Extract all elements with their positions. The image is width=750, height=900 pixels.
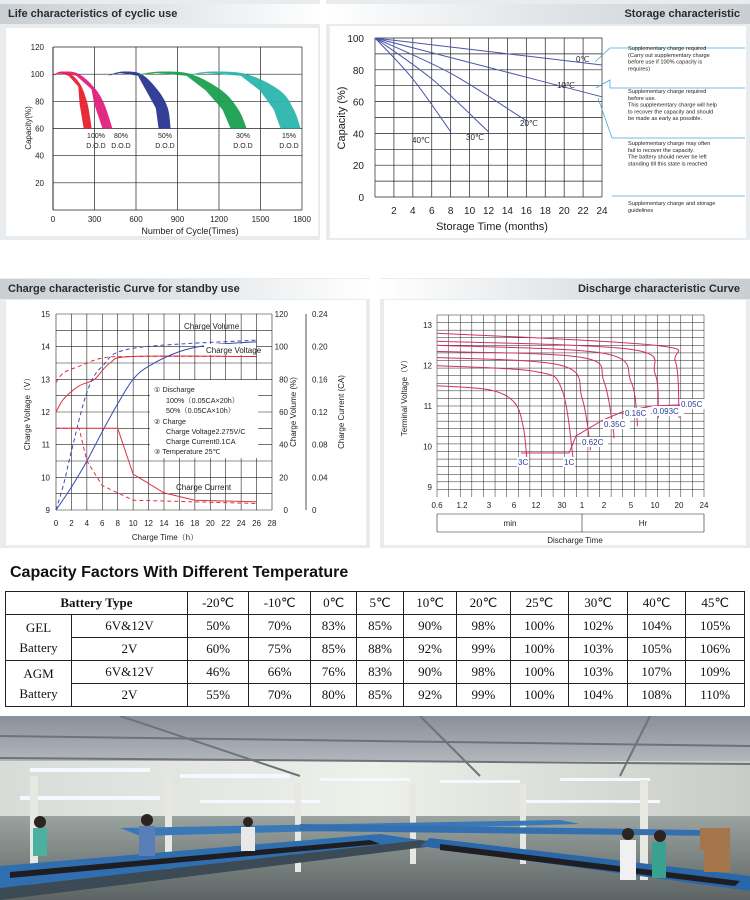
x-tick-label: 12 xyxy=(531,501,541,510)
dod-label-text: D.O.D xyxy=(111,143,131,150)
x-tick-label: 6 xyxy=(511,501,517,510)
y-tick-mid: 40 xyxy=(279,440,288,450)
discharge-panel-title: Discharge characteristic Curve xyxy=(380,279,750,299)
temp-header: 20℃ xyxy=(457,592,510,615)
x-tick-label: 1 xyxy=(579,501,585,510)
y-axis-label: Capacity(%) xyxy=(24,106,33,150)
discharge-curve xyxy=(437,386,527,463)
group-name-line: AGM xyxy=(23,665,54,681)
y-tick-label: 80 xyxy=(35,97,44,107)
value-cell: 46% xyxy=(187,661,249,684)
x-tick-label: 8 xyxy=(115,519,120,528)
table-header-row xyxy=(6,592,745,615)
storage-panel-title: Storage characteristic xyxy=(326,4,750,24)
dod-label-pct: 80% xyxy=(113,133,129,140)
dod-label-text: D.O.D xyxy=(86,143,106,150)
x-tick-label: 0.6 xyxy=(431,501,443,510)
value-cell: 108% xyxy=(627,684,686,707)
y-tick-label: 9 xyxy=(427,482,432,492)
x-tick-label: 26 xyxy=(252,519,262,528)
x-tick-label: 30 xyxy=(557,501,567,510)
rate-label: 0.35C xyxy=(604,420,626,429)
y-tick-left: 15 xyxy=(41,310,50,319)
voltage-cell: 6V&12V xyxy=(72,661,188,684)
value-cell: 50% xyxy=(187,615,249,638)
x-axis-label: Number of Cycle(Times) xyxy=(141,226,239,236)
value-cell: 70% xyxy=(249,684,311,707)
x-tick-label: 4 xyxy=(84,519,90,528)
value-cell: 70% xyxy=(249,615,311,638)
x-tick-label: 12 xyxy=(144,519,154,528)
x-tick-label: 18 xyxy=(539,206,551,217)
x-tick-label: 900 xyxy=(170,215,185,224)
storage-note: Supplementary charge and storage guidelines xyxy=(628,201,716,214)
group-name-line: GEL xyxy=(25,619,52,635)
table-row xyxy=(6,684,745,707)
discharge-curve xyxy=(437,345,637,426)
y-tick-label: 120 xyxy=(30,43,44,52)
y-tick-left: 11 xyxy=(41,440,50,450)
y-tick-left: 14 xyxy=(41,342,50,352)
y-tick-label: 20 xyxy=(35,178,44,188)
rate-label: 1C xyxy=(564,458,575,467)
x-tick-label: 16 xyxy=(520,206,532,217)
group-name-line: Battery xyxy=(19,639,58,655)
value-cell: 90% xyxy=(403,661,456,684)
value-cell: 103% xyxy=(569,661,628,684)
x-tick-label: 8 xyxy=(447,206,454,217)
y-axis-label-left: Charge Voltage（V） xyxy=(23,373,32,451)
x-tick-label: 22 xyxy=(577,206,589,217)
capacity-table-title: Capacity Factors With Different Temperature xyxy=(10,564,349,581)
legend-line: 100%（0.05CA×20h） xyxy=(166,396,239,405)
y-tick-right: 0.12 xyxy=(312,408,328,417)
y-axis-label-right: Charge Current (CA) xyxy=(337,375,346,449)
storage-curve-label: 10℃ xyxy=(557,81,575,90)
x-tick-label: 3 xyxy=(486,501,492,510)
value-cell: 66% xyxy=(249,661,311,684)
dod-label-pct: 50% xyxy=(157,133,173,140)
x-tick-label: 24 xyxy=(699,501,709,510)
y-tick-left: 10 xyxy=(41,473,50,483)
x-tick-label: 1500 xyxy=(251,215,270,224)
x-tick-label: 1200 xyxy=(210,215,228,224)
x-tick-label: 18 xyxy=(190,519,200,528)
y-tick-mid: 80 xyxy=(279,375,288,385)
value-cell: 75% xyxy=(249,638,311,661)
storage-curve-label: 20℃ xyxy=(520,119,538,128)
value-cell: 60% xyxy=(187,638,249,661)
y-axis-label: Terminal Voltage（V） xyxy=(400,355,409,437)
y-axis-label-mid: Charge Volume (%) xyxy=(289,377,298,447)
value-cell: 76% xyxy=(310,661,356,684)
legend-line: 50%（0.05CA×10h） xyxy=(166,406,235,415)
rate-label: 0.093C xyxy=(653,407,679,416)
y-axis-label: Capacity (%) xyxy=(336,86,348,150)
y-tick-mid: 120 xyxy=(274,310,288,319)
value-cell: 106% xyxy=(686,638,745,661)
x-axis-label: Discharge Time xyxy=(547,536,603,545)
dod-label-text: D.O.D xyxy=(233,143,253,150)
value-cell: 102% xyxy=(569,615,628,638)
value-cell: 100% xyxy=(510,684,569,707)
y-tick-label: 13 xyxy=(423,321,432,331)
y-tick-right: 0.16 xyxy=(312,375,328,385)
value-cell: 99% xyxy=(457,684,510,707)
value-cell: 83% xyxy=(310,615,356,638)
legend-line: ③ Temperature 25℃ xyxy=(154,447,221,456)
y-tick-right: 0.08 xyxy=(312,440,328,450)
y-tick-label: 11 xyxy=(423,402,432,411)
x-tick-label: 10 xyxy=(650,501,660,510)
y-tick-left: 9 xyxy=(45,506,50,515)
y-tick-label: 40 xyxy=(352,129,364,141)
y-tick-left: 13 xyxy=(41,375,50,385)
x-tick-label: 0 xyxy=(50,215,56,224)
value-cell: 92% xyxy=(403,684,456,707)
dod-label-pct: 30% xyxy=(235,133,251,140)
y-tick-right: 0.20 xyxy=(312,342,328,352)
y-tick-label: 100 xyxy=(30,70,44,80)
curve-label-voltage: Charge Voltage xyxy=(206,346,262,355)
temp-header: -20℃ xyxy=(187,592,249,615)
x-tick-label: 10 xyxy=(128,519,138,528)
cartons xyxy=(700,828,730,872)
x-tick-label: 300 xyxy=(87,215,102,224)
value-cell: 110% xyxy=(686,684,745,707)
curve-label-current: Charge Current xyxy=(176,483,232,492)
x-tick-label: 600 xyxy=(129,215,143,224)
value-cell: 85% xyxy=(310,638,356,661)
x-tick-label: 20 xyxy=(558,206,570,217)
legend-line: ② Charge xyxy=(154,417,187,426)
value-cell: 90% xyxy=(403,615,456,638)
value-cell: 100% xyxy=(510,615,569,638)
x-tick-label: 2 xyxy=(601,501,607,510)
storage-note: Supplementary charge required (Carry out supplementary charge before use if 100% capacity is requires) xyxy=(628,46,710,73)
x-tick-label: 14 xyxy=(159,519,169,528)
unit-min: min xyxy=(503,519,517,528)
x-tick-label: 6 xyxy=(428,206,435,217)
x-tick-label: 14 xyxy=(501,206,513,217)
x-tick-label: 5 xyxy=(628,501,634,510)
cycle-panel-title: Life characteristics of cyclic use xyxy=(0,4,320,24)
voltage-cell: 2V xyxy=(72,684,188,707)
x-tick-label: 22 xyxy=(221,519,231,528)
value-cell: 85% xyxy=(357,684,403,707)
value-cell: 104% xyxy=(627,615,686,638)
x-tick-label: 20 xyxy=(674,501,684,510)
rate-label: 0.16C xyxy=(625,409,647,418)
y-tick-label: 0 xyxy=(358,193,364,204)
rate-label: 3C xyxy=(518,458,529,467)
battery-type-header: Battery Type xyxy=(6,592,188,615)
value-cell: 99% xyxy=(457,638,510,661)
value-cell: 80% xyxy=(310,684,356,707)
x-tick-label: 1.2 xyxy=(456,501,468,510)
storage-curve-label: 30℃ xyxy=(466,133,484,142)
table-row xyxy=(6,615,745,638)
value-cell: 98% xyxy=(457,661,510,684)
x-tick-label: 24 xyxy=(236,519,246,528)
battery-group-agm xyxy=(6,661,72,707)
rate-label: 0.62C xyxy=(582,438,604,447)
y-tick-label: 20 xyxy=(352,161,364,173)
temp-header: 25℃ xyxy=(510,592,569,615)
y-tick-mid: 100 xyxy=(274,342,288,352)
temp-header: 0℃ xyxy=(310,592,356,615)
value-cell: 83% xyxy=(357,661,403,684)
value-cell: 98% xyxy=(457,615,510,638)
x-tick-label: 2 xyxy=(69,519,74,528)
x-tick-label: 4 xyxy=(410,206,416,217)
dod-label-text: D.O.D xyxy=(279,143,299,150)
temp-header: 10℃ xyxy=(403,592,456,615)
x-tick-label: 6 xyxy=(100,519,105,528)
x-axis-label: Storage Time (months) xyxy=(436,221,548,233)
x-tick-label: 0 xyxy=(53,519,59,528)
voltage-cell: 2V xyxy=(72,638,188,661)
legend-line: Charge Voltage2.275V/C xyxy=(166,427,246,436)
temp-header: 45℃ xyxy=(686,592,745,615)
x-tick-label: 12 xyxy=(482,206,495,217)
storage-curve-label: 40℃ xyxy=(412,136,430,145)
group-name-line: Battery xyxy=(19,685,58,701)
x-tick-label: 20 xyxy=(205,519,215,528)
y-tick-label: 80 xyxy=(352,65,364,77)
y-tick-right: 0.04 xyxy=(312,473,328,483)
curve-label-volume: Charge Volume xyxy=(184,322,240,331)
y-tick-left: 12 xyxy=(41,408,50,417)
value-cell: 100% xyxy=(510,661,569,684)
value-cell: 88% xyxy=(357,638,403,661)
y-tick-right: 0.24 xyxy=(312,310,328,319)
battery-group-gel xyxy=(6,615,72,661)
value-cell: 92% xyxy=(403,638,456,661)
x-tick-label: 10 xyxy=(464,206,476,217)
y-tick-label: 60 xyxy=(352,97,364,109)
y-tick-label: 12 xyxy=(423,361,432,371)
value-cell: 100% xyxy=(510,638,569,661)
x-tick-label: 28 xyxy=(267,519,277,528)
value-cell: 103% xyxy=(569,638,628,661)
storage-note: Supplementary charge required before use. This supplementary charge will help to recover the capacity and should be made as early as possible. xyxy=(628,89,717,123)
y-tick-mid: 0 xyxy=(283,506,288,515)
capacity-table xyxy=(5,591,745,707)
voltage-cell: 6V&12V xyxy=(72,615,188,638)
temp-header: 30℃ xyxy=(569,592,628,615)
value-cell: 85% xyxy=(357,615,403,638)
temp-header: 5℃ xyxy=(357,592,403,615)
y-tick-label: 10 xyxy=(423,442,432,452)
y-tick-label: 40 xyxy=(35,151,44,161)
legend-line: Charge Current0.1CA xyxy=(166,437,236,446)
y-tick-label: 100 xyxy=(347,34,364,45)
dod-label-pct: 100% xyxy=(87,133,105,140)
x-tick-label: 1800 xyxy=(293,215,311,224)
x-tick-label: 16 xyxy=(174,519,184,528)
storage-curve-label: 0℃ xyxy=(576,55,590,64)
charge-panel-title: Charge characteristic Curve for standby use xyxy=(0,279,370,299)
x-tick-label: 24 xyxy=(596,206,608,217)
y-tick-right: 0 xyxy=(312,506,317,515)
value-cell: 105% xyxy=(686,615,745,638)
temp-header: 40℃ xyxy=(627,592,686,615)
x-tick-label: 2 xyxy=(391,206,397,217)
rate-label: 0.05C xyxy=(681,400,703,409)
storage-note: Supplementary charge may often fail to recover the capacity. The battery should never be left standing till this state is reached xyxy=(628,141,711,168)
value-cell: 107% xyxy=(627,661,686,684)
value-cell: 105% xyxy=(627,638,686,661)
y-tick-mid: 60 xyxy=(279,408,288,417)
table-row xyxy=(6,638,745,661)
legend-line: ① Discharge xyxy=(154,385,195,394)
value-cell: 109% xyxy=(686,661,745,684)
y-tick-mid: 20 xyxy=(279,473,288,483)
value-cell: 55% xyxy=(187,684,249,707)
temp-header: -10℃ xyxy=(249,592,311,615)
table-row xyxy=(6,661,745,684)
dod-label-text: D.O.D xyxy=(155,143,175,150)
y-tick-label: 60 xyxy=(35,124,44,134)
unit-hr: Hr xyxy=(638,519,648,528)
dod-label-pct: 15% xyxy=(281,133,297,140)
value-cell: 104% xyxy=(569,684,628,707)
factory-photo xyxy=(0,716,750,900)
x-axis-label: Charge Time（h） xyxy=(131,533,199,542)
